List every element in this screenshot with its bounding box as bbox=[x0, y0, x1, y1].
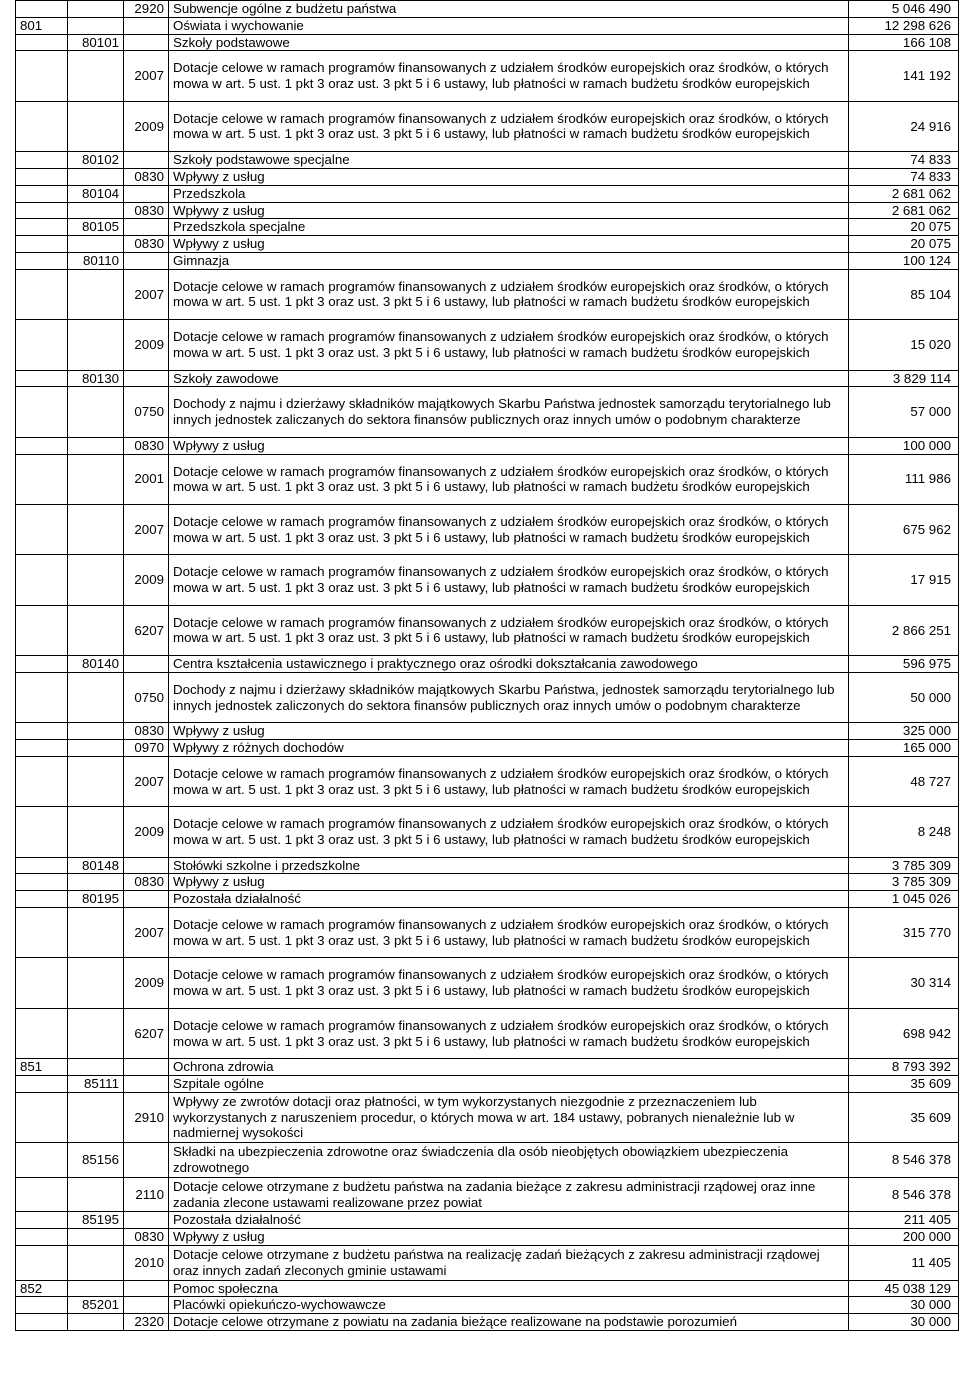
amount-cell: 698 942 bbox=[849, 1008, 959, 1058]
chapter-code-cell bbox=[68, 1, 124, 18]
table-row bbox=[16, 857, 959, 874]
chapter-code-cell bbox=[68, 17, 124, 34]
description-cell: Pozostała działalność bbox=[169, 1212, 849, 1229]
paragraph-code-cell: 6207 bbox=[124, 1008, 169, 1058]
amount-cell: 85 104 bbox=[849, 269, 959, 319]
chapter-code-cell bbox=[68, 874, 124, 891]
paragraph-code-cell: 0830 bbox=[124, 1229, 169, 1246]
amount-cell: 20 075 bbox=[849, 236, 959, 253]
amount-cell: 315 770 bbox=[849, 908, 959, 958]
amount-cell: 45 038 129 bbox=[849, 1280, 959, 1297]
chapter-code-cell bbox=[68, 1008, 124, 1058]
division-code-cell bbox=[16, 723, 68, 740]
division-code-cell: 851 bbox=[16, 1059, 68, 1076]
amount-cell: 2 681 062 bbox=[849, 185, 959, 202]
paragraph-code-cell: 0970 bbox=[124, 740, 169, 757]
paragraph-code-cell bbox=[124, 857, 169, 874]
chapter-code-cell bbox=[68, 504, 124, 554]
chapter-code-cell bbox=[68, 236, 124, 253]
chapter-code-cell: 85195 bbox=[68, 1212, 124, 1229]
description-cell: Szkoły zawodowe bbox=[169, 370, 849, 387]
table-row bbox=[16, 370, 959, 387]
paragraph-code-cell: 0830 bbox=[124, 168, 169, 185]
chapter-code-cell bbox=[68, 1245, 124, 1280]
table-row bbox=[16, 723, 959, 740]
paragraph-code-cell: 2007 bbox=[124, 51, 169, 101]
table-row bbox=[16, 219, 959, 236]
chapter-code-cell bbox=[68, 1229, 124, 1246]
amount-cell: 24 916 bbox=[849, 101, 959, 151]
division-code-cell bbox=[16, 152, 68, 169]
table-row bbox=[16, 252, 959, 269]
division-code-cell bbox=[16, 101, 68, 151]
table-row bbox=[16, 202, 959, 219]
description-cell: Dotacje celowe w ramach programów finansowanych z udziałem środków europejskich oraz środków, o których mowa w art. 5 ust. 1 pkt 3 oraz ust. 3 pkt 5 i 6 ustawy, lub płatności w ramach budżetu środków europejskich bbox=[169, 269, 849, 319]
chapter-code-cell: 80140 bbox=[68, 656, 124, 673]
table-row bbox=[16, 740, 959, 757]
amount-cell: 50 000 bbox=[849, 672, 959, 722]
budget-income-table bbox=[15, 0, 959, 1331]
paragraph-code-cell: 2010 bbox=[124, 1245, 169, 1280]
division-code-cell bbox=[16, 1, 68, 18]
table-row bbox=[16, 387, 959, 437]
description-cell: Dochody z najmu i dzierżawy składników majątkowych Skarbu Państwa, jednostek samorządu terytorialnego lub innych jednostek zaliczonych do sektora finansów publicznych oraz innych umów o podobnym charakterze bbox=[169, 672, 849, 722]
description-cell: Wpływy z usług bbox=[169, 168, 849, 185]
description-cell: Wpływy ze zwrotów dotacji oraz płatności, w tym wykorzystanych niezgodnie z przeznaczeniem lub wykorzystanych z naruszeniem procedur, o których mowa w art. 184 ustawy, pobranych nienależnie lub w nadmiernej wysokości bbox=[169, 1092, 849, 1142]
amount-cell: 100 000 bbox=[849, 437, 959, 454]
division-code-cell bbox=[16, 504, 68, 554]
description-cell: Dotacje celowe w ramach programów finansowanych z udziałem środków europejskich oraz środków, o których mowa w art. 5 ust. 1 pkt 3 oraz ust. 3 pkt 5 i 6 ustawy, lub płatności w ramach budżetu środków europejskich bbox=[169, 101, 849, 151]
table-row bbox=[16, 605, 959, 655]
chapter-code-cell bbox=[68, 168, 124, 185]
amount-cell: 2 866 251 bbox=[849, 605, 959, 655]
paragraph-code-cell bbox=[124, 252, 169, 269]
table-row bbox=[16, 1059, 959, 1076]
table-row bbox=[16, 34, 959, 51]
paragraph-code-cell bbox=[124, 370, 169, 387]
division-code-cell bbox=[16, 756, 68, 806]
amount-cell: 30 000 bbox=[849, 1314, 959, 1331]
amount-cell: 596 975 bbox=[849, 656, 959, 673]
chapter-code-cell: 80195 bbox=[68, 891, 124, 908]
division-code-cell bbox=[16, 185, 68, 202]
amount-cell: 8 546 378 bbox=[849, 1177, 959, 1212]
amount-cell: 74 833 bbox=[849, 168, 959, 185]
amount-cell: 141 192 bbox=[849, 51, 959, 101]
chapter-code-cell: 80104 bbox=[68, 185, 124, 202]
chapter-code-cell bbox=[68, 269, 124, 319]
division-code-cell bbox=[16, 740, 68, 757]
amount-cell: 35 609 bbox=[849, 1076, 959, 1093]
paragraph-code-cell: 2007 bbox=[124, 269, 169, 319]
division-code-cell bbox=[16, 1008, 68, 1058]
paragraph-code-cell bbox=[124, 1212, 169, 1229]
description-cell: Składki na ubezpieczenia zdrowotne oraz świadczenia dla osób nieobjętych obowiązkiem ubezpieczenia zdrowotnego bbox=[169, 1143, 849, 1178]
description-cell: Wpływy z usług bbox=[169, 1229, 849, 1246]
description-cell: Pozostała działalność bbox=[169, 891, 849, 908]
description-cell: Dochody z najmu i dzierżawy składników majątkowych Skarbu Państwa jednostek samorządu terytorialnego lub innych jednostek zaliczanych do sektora finansów publicznych oraz innych umów o podobnym charakterze bbox=[169, 387, 849, 437]
table-row bbox=[16, 185, 959, 202]
table-row bbox=[16, 1008, 959, 1058]
description-cell: Wpływy z różnych dochodów bbox=[169, 740, 849, 757]
amount-cell: 325 000 bbox=[849, 723, 959, 740]
amount-cell: 17 915 bbox=[849, 555, 959, 605]
amount-cell: 3 785 309 bbox=[849, 874, 959, 891]
amount-cell: 57 000 bbox=[849, 387, 959, 437]
amount-cell: 3 785 309 bbox=[849, 857, 959, 874]
paragraph-code-cell: 2009 bbox=[124, 958, 169, 1008]
paragraph-code-cell: 2910 bbox=[124, 1092, 169, 1142]
table-row bbox=[16, 891, 959, 908]
division-code-cell: 852 bbox=[16, 1280, 68, 1297]
amount-cell: 165 000 bbox=[849, 740, 959, 757]
amount-cell: 30 314 bbox=[849, 958, 959, 1008]
paragraph-code-cell: 2009 bbox=[124, 555, 169, 605]
description-cell: Dotacje celowe w ramach programów finansowanych z udziałem środków europejskich oraz środków, o których mowa w art. 5 ust. 1 pkt 3 oraz ust. 3 pkt 5 i 6 ustawy, lub płatności w ramach budżetu środków europejskich bbox=[169, 958, 849, 1008]
amount-cell: 35 609 bbox=[849, 1092, 959, 1142]
division-code-cell bbox=[16, 320, 68, 370]
chapter-code-cell bbox=[68, 51, 124, 101]
table-row bbox=[16, 1092, 959, 1142]
paragraph-code-cell: 0750 bbox=[124, 387, 169, 437]
description-cell: Dotacje celowe w ramach programów finansowanych z udziałem środków europejskich oraz środków, o których mowa w art. 5 ust. 1 pkt 3 oraz ust. 3 pkt 5 i 6 ustawy, lub płatności w ramach budżetu środków europejskich bbox=[169, 320, 849, 370]
description-cell: Dotacje celowe w ramach programów finansowanych z udziałem środków europejskich oraz środków, o których mowa w art. 5 ust. 1 pkt 3 oraz ust. 3 pkt 5 i 6 ustawy, lub płatności w ramach budżetu środków europejskich bbox=[169, 756, 849, 806]
amount-cell: 8 793 392 bbox=[849, 1059, 959, 1076]
description-cell: Dotacje celowe w ramach programów finansowanych z udziałem środków europejskich oraz środków, o których mowa w art. 5 ust. 1 pkt 3 oraz ust. 3 pkt 5 i 6 ustawy, lub płatności w ramach budżetu środków europejskich bbox=[169, 504, 849, 554]
paragraph-code-cell: 0830 bbox=[124, 236, 169, 253]
division-code-cell bbox=[16, 34, 68, 51]
paragraph-code-cell bbox=[124, 17, 169, 34]
description-cell: Dotacje celowe otrzymane z budżetu państwa na zadania bieżące z zakresu administracji rządowej oraz inne zadania zlecone ustawami realizowane przez powiat bbox=[169, 1177, 849, 1212]
description-cell: Przedszkola specjalne bbox=[169, 219, 849, 236]
division-code-cell bbox=[16, 51, 68, 101]
table-row bbox=[16, 152, 959, 169]
description-cell: Pomoc społeczna bbox=[169, 1280, 849, 1297]
description-cell: Dotacje celowe w ramach programów finansowanych z udziałem środków europejskich oraz środków, o których mowa w art. 5 ust. 1 pkt 3 oraz ust. 3 pkt 5 i 6 ustawy, lub płatności w ramach budżetu środków europejskich bbox=[169, 605, 849, 655]
table-row bbox=[16, 1229, 959, 1246]
division-code-cell bbox=[16, 605, 68, 655]
table-row bbox=[16, 1280, 959, 1297]
chapter-code-cell bbox=[68, 672, 124, 722]
paragraph-code-cell: 0830 bbox=[124, 723, 169, 740]
amount-cell: 8 546 378 bbox=[849, 1143, 959, 1178]
paragraph-code-cell: 2007 bbox=[124, 504, 169, 554]
division-code-cell bbox=[16, 236, 68, 253]
chapter-code-cell: 80101 bbox=[68, 34, 124, 51]
paragraph-code-cell: 2001 bbox=[124, 454, 169, 504]
amount-cell: 2 681 062 bbox=[849, 202, 959, 219]
chapter-code-cell bbox=[68, 555, 124, 605]
division-code-cell: 801 bbox=[16, 17, 68, 34]
table-row bbox=[16, 958, 959, 1008]
division-code-cell bbox=[16, 1177, 68, 1212]
table-row bbox=[16, 1212, 959, 1229]
chapter-code-cell bbox=[68, 101, 124, 151]
division-code-cell bbox=[16, 857, 68, 874]
chapter-code-cell bbox=[68, 387, 124, 437]
description-cell: Wpływy z usług bbox=[169, 437, 849, 454]
description-cell: Szkoły podstawowe specjalne bbox=[169, 152, 849, 169]
description-cell: Wpływy z usług bbox=[169, 723, 849, 740]
division-code-cell bbox=[16, 672, 68, 722]
paragraph-code-cell: 2007 bbox=[124, 908, 169, 958]
chapter-code-cell bbox=[68, 1314, 124, 1331]
paragraph-code-cell bbox=[124, 1143, 169, 1178]
table-row bbox=[16, 807, 959, 857]
paragraph-code-cell: 0830 bbox=[124, 202, 169, 219]
description-cell: Stołówki szkolne i przedszkolne bbox=[169, 857, 849, 874]
description-cell: Dotacje celowe w ramach programów finansowanych z udziałem środków europejskich oraz środków, o których mowa w art. 5 ust. 1 pkt 3 oraz ust. 3 pkt 5 i 6 ustawy, lub płatności w ramach budżetu środków europejskich bbox=[169, 1008, 849, 1058]
paragraph-code-cell bbox=[124, 219, 169, 236]
division-code-cell bbox=[16, 387, 68, 437]
description-cell: Subwencje ogólne z budżetu państwa bbox=[169, 1, 849, 18]
paragraph-code-cell: 2320 bbox=[124, 1314, 169, 1331]
division-code-cell bbox=[16, 454, 68, 504]
description-cell: Gimnazja bbox=[169, 252, 849, 269]
description-cell: Ochrona zdrowia bbox=[169, 1059, 849, 1076]
chapter-code-cell bbox=[68, 1092, 124, 1142]
paragraph-code-cell: 6207 bbox=[124, 605, 169, 655]
description-cell: Dotacje celowe w ramach programów finansowanych z udziałem środków europejskich oraz środków, o których mowa w art. 5 ust. 1 pkt 3 oraz ust. 3 pkt 5 i 6 ustawy, lub płatności w ramach budżetu środków europejskich bbox=[169, 555, 849, 605]
chapter-code-cell: 80110 bbox=[68, 252, 124, 269]
division-code-cell bbox=[16, 874, 68, 891]
table-row bbox=[16, 168, 959, 185]
paragraph-code-cell: 2009 bbox=[124, 807, 169, 857]
table-row bbox=[16, 1245, 959, 1280]
amount-cell: 15 020 bbox=[849, 320, 959, 370]
paragraph-code-cell: 2009 bbox=[124, 320, 169, 370]
paragraph-code-cell: 0750 bbox=[124, 672, 169, 722]
amount-cell: 12 298 626 bbox=[849, 17, 959, 34]
chapter-code-cell bbox=[68, 454, 124, 504]
chapter-code-cell bbox=[68, 1280, 124, 1297]
division-code-cell bbox=[16, 1076, 68, 1093]
amount-cell: 1 045 026 bbox=[849, 891, 959, 908]
paragraph-code-cell: 2007 bbox=[124, 756, 169, 806]
table-row bbox=[16, 908, 959, 958]
table-row bbox=[16, 1076, 959, 1093]
paragraph-code-cell bbox=[124, 152, 169, 169]
description-cell: Wpływy z usług bbox=[169, 202, 849, 219]
chapter-code-cell bbox=[68, 723, 124, 740]
description-cell: Dotacje celowe w ramach programów finansowanych z udziałem środków europejskich oraz środków, o których mowa w art. 5 ust. 1 pkt 3 oraz ust. 3 pkt 5 i 6 ustawy, lub płatności w ramach budżetu środków europejskich bbox=[169, 908, 849, 958]
table-row bbox=[16, 437, 959, 454]
description-cell: Dotacje celowe w ramach programów finansowanych z udziałem środków europejskich oraz środków, o których mowa w art. 5 ust. 1 pkt 3 oraz ust. 3 pkt 5 i 6 ustawy, lub płatności w ramach budżetu środków europejskich bbox=[169, 807, 849, 857]
division-code-cell bbox=[16, 168, 68, 185]
division-code-cell bbox=[16, 437, 68, 454]
table-row bbox=[16, 1143, 959, 1178]
chapter-code-cell bbox=[68, 756, 124, 806]
table-row bbox=[16, 656, 959, 673]
chapter-code-cell bbox=[68, 740, 124, 757]
chapter-code-cell bbox=[68, 320, 124, 370]
division-code-cell bbox=[16, 891, 68, 908]
division-code-cell bbox=[16, 656, 68, 673]
table-row bbox=[16, 269, 959, 319]
description-cell: Szkoły podstawowe bbox=[169, 34, 849, 51]
division-code-cell bbox=[16, 1212, 68, 1229]
description-cell: Centra kształcenia ustawicznego i praktycznego oraz ośrodki dokształcania zawodowego bbox=[169, 656, 849, 673]
division-code-cell bbox=[16, 252, 68, 269]
table-row bbox=[16, 236, 959, 253]
description-cell: Oświata i wychowanie bbox=[169, 17, 849, 34]
paragraph-code-cell bbox=[124, 1076, 169, 1093]
description-cell: Dotacje celowe otrzymane z budżetu państwa na realizację zadań bieżących z zakresu administracji rządowej oraz innych zadań zleconych gminie ustawami bbox=[169, 1245, 849, 1280]
paragraph-code-cell: 2009 bbox=[124, 101, 169, 151]
division-code-cell bbox=[16, 1143, 68, 1178]
table-row bbox=[16, 1297, 959, 1314]
table-row bbox=[16, 320, 959, 370]
chapter-code-cell: 80105 bbox=[68, 219, 124, 236]
table-row bbox=[16, 504, 959, 554]
amount-cell: 74 833 bbox=[849, 152, 959, 169]
budget-table-body bbox=[16, 1, 959, 1331]
amount-cell: 211 405 bbox=[849, 1212, 959, 1229]
chapter-code-cell: 80148 bbox=[68, 857, 124, 874]
division-code-cell bbox=[16, 1314, 68, 1331]
amount-cell: 48 727 bbox=[849, 756, 959, 806]
division-code-cell bbox=[16, 1297, 68, 1314]
description-cell: Dotacje celowe otrzymane z powiatu na zadania bieżące realizowane na podstawie porozumień bbox=[169, 1314, 849, 1331]
description-cell: Wpływy z usług bbox=[169, 236, 849, 253]
division-code-cell bbox=[16, 1229, 68, 1246]
chapter-code-cell: 85111 bbox=[68, 1076, 124, 1093]
division-code-cell bbox=[16, 555, 68, 605]
paragraph-code-cell: 0830 bbox=[124, 874, 169, 891]
table-row bbox=[16, 1314, 959, 1331]
table-row bbox=[16, 874, 959, 891]
paragraph-code-cell bbox=[124, 1280, 169, 1297]
table-row bbox=[16, 555, 959, 605]
division-code-cell bbox=[16, 370, 68, 387]
division-code-cell bbox=[16, 219, 68, 236]
paragraph-code-cell bbox=[124, 185, 169, 202]
division-code-cell bbox=[16, 807, 68, 857]
amount-cell: 166 108 bbox=[849, 34, 959, 51]
division-code-cell bbox=[16, 1092, 68, 1142]
chapter-code-cell bbox=[68, 605, 124, 655]
paragraph-code-cell bbox=[124, 656, 169, 673]
description-cell: Przedszkola bbox=[169, 185, 849, 202]
amount-cell: 11 405 bbox=[849, 1245, 959, 1280]
chapter-code-cell bbox=[68, 958, 124, 1008]
chapter-code-cell bbox=[68, 807, 124, 857]
chapter-code-cell: 80130 bbox=[68, 370, 124, 387]
chapter-code-cell bbox=[68, 908, 124, 958]
division-code-cell bbox=[16, 1245, 68, 1280]
paragraph-code-cell: 0830 bbox=[124, 437, 169, 454]
chapter-code-cell: 85201 bbox=[68, 1297, 124, 1314]
table-row bbox=[16, 672, 959, 722]
description-cell: Dotacje celowe w ramach programów finansowanych z udziałem środków europejskich oraz środków, o których mowa w art. 5 ust. 1 pkt 3 oraz ust. 3 pkt 5 i 6 ustawy, lub płatności w ramach budżetu środków europejskich bbox=[169, 454, 849, 504]
table-row bbox=[16, 1177, 959, 1212]
chapter-code-cell bbox=[68, 202, 124, 219]
description-cell: Placówki opiekuńczo-wychowawcze bbox=[169, 1297, 849, 1314]
table-row bbox=[16, 51, 959, 101]
chapter-code-cell bbox=[68, 1059, 124, 1076]
chapter-code-cell bbox=[68, 437, 124, 454]
table-row bbox=[16, 1, 959, 18]
paragraph-code-cell bbox=[124, 891, 169, 908]
amount-cell: 8 248 bbox=[849, 807, 959, 857]
chapter-code-cell: 80102 bbox=[68, 152, 124, 169]
division-code-cell bbox=[16, 908, 68, 958]
amount-cell: 20 075 bbox=[849, 219, 959, 236]
division-code-cell bbox=[16, 269, 68, 319]
description-cell: Wpływy z usług bbox=[169, 874, 849, 891]
amount-cell: 111 986 bbox=[849, 454, 959, 504]
amount-cell: 100 124 bbox=[849, 252, 959, 269]
paragraph-code-cell bbox=[124, 1297, 169, 1314]
description-cell: Dotacje celowe w ramach programów finansowanych z udziałem środków europejskich oraz środków, o których mowa w art. 5 ust. 1 pkt 3 oraz ust. 3 pkt 5 i 6 ustawy, lub płatności w ramach budżetu środków europejskich bbox=[169, 51, 849, 101]
division-code-cell bbox=[16, 958, 68, 1008]
paragraph-code-cell: 2110 bbox=[124, 1177, 169, 1212]
chapter-code-cell bbox=[68, 1177, 124, 1212]
description-cell: Szpitale ogólne bbox=[169, 1076, 849, 1093]
amount-cell: 200 000 bbox=[849, 1229, 959, 1246]
paragraph-code-cell bbox=[124, 1059, 169, 1076]
table-row bbox=[16, 17, 959, 34]
chapter-code-cell: 85156 bbox=[68, 1143, 124, 1178]
table-row bbox=[16, 756, 959, 806]
amount-cell: 675 962 bbox=[849, 504, 959, 554]
amount-cell: 3 829 114 bbox=[849, 370, 959, 387]
paragraph-code-cell: 2920 bbox=[124, 1, 169, 18]
paragraph-code-cell bbox=[124, 34, 169, 51]
table-row bbox=[16, 454, 959, 504]
amount-cell: 30 000 bbox=[849, 1297, 959, 1314]
division-code-cell bbox=[16, 202, 68, 219]
amount-cell: 5 046 490 bbox=[849, 1, 959, 18]
table-row bbox=[16, 101, 959, 151]
